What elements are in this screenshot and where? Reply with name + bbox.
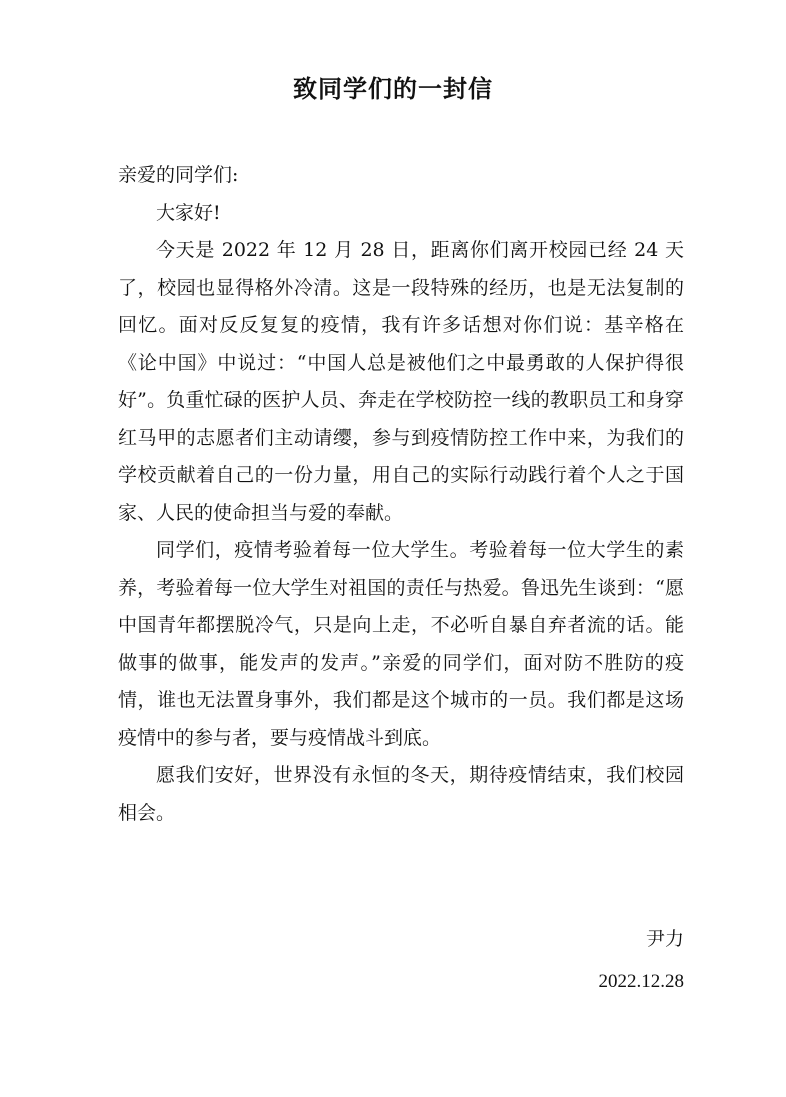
letter-body — [118, 157, 684, 832]
paragraph-2: 同学们，疫情考验着每一位大学生。考验着每一位大学生的素养，考验着每一位大学生对祖国的责任与热爱。鲁迅先生谈到：“愿中国青年都摆脱冷气，只是向上走，不必听自暴自弃者流的话。能做事的做事，能发声的发声。”亲爱的同学们，面对防不胜防的疫情，谁也无法置身事外，我们都是这个城市的一员。我们都是这场疫情中的参与者，要与疫情战斗到底。 — [118, 539, 684, 749]
salutation: 亲爱的同学们: — [118, 164, 239, 186]
paragraph-greeting: 大家好! — [156, 201, 221, 224]
paragraph-3: 愿我们安好，世界没有永恒的冬天，期待疫情结束，我们校园相会。 — [118, 764, 684, 824]
paragraph-1: 今天是 2022 年 12 月 28 日，距离你们离开校园已经 24 天了，校园也显得格外冷清。这是一段特殊的经历，也是无法复制的回忆。面对反反复复的疫情，我有许多话想对你们说：基辛格在《论中国》中说过：“中国人总是被他们之中最勇敢的人保护得很好”。负重忙碌的医护人员、奔走在学校防控一线的教职员工和身穿红马甲的志愿者们主动请缨，参与到疫情防控工作中来，为我们的学校贡献着自己的一份力量，用自己的实际行动践行着个人之于国家、人民的使命担当与爱的奉献。 — [118, 239, 684, 524]
letter-title: 致同学们的一封信 — [293, 74, 493, 103]
signature: 尹力 — [645, 928, 684, 950]
letter-date: 2022.12.28 — [598, 971, 684, 992]
